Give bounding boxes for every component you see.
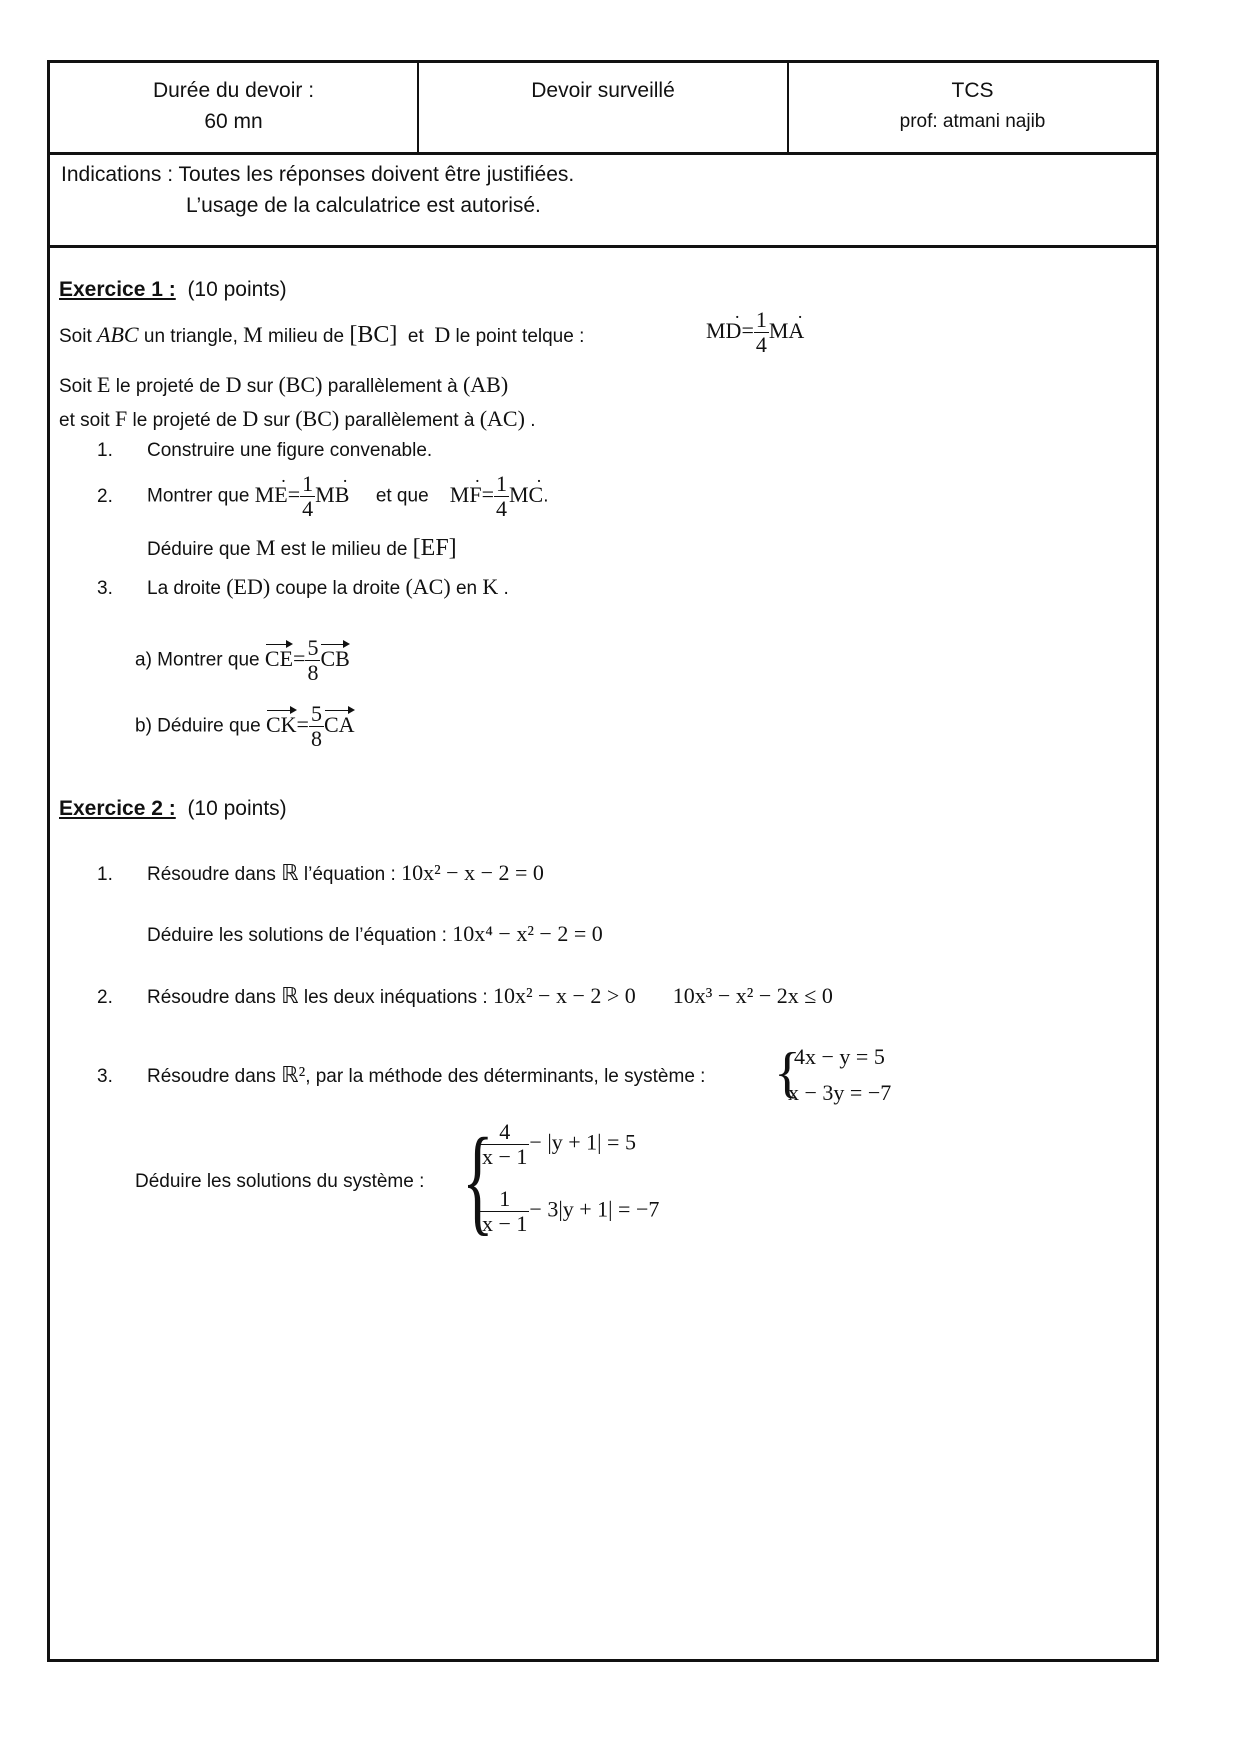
question-text: Résoudre dans [147,864,276,885]
text: Soit [59,326,92,347]
ex1-question-3b: b) Déduire que CK= $\frac{5}{8}$ CA [135,701,355,751]
exercise-1-points: (10 points) [187,278,287,301]
duration-cell [50,63,419,152]
set-r2: ℝ² [281,1062,306,1087]
vec-mf: MF . [450,482,482,508]
fraction [480,1187,529,1236]
teacher-name: prof: atmani najib [899,111,1046,132]
frac-den: x − 1 [482,1211,528,1236]
class-name: TCS [951,79,994,102]
ex2-question-3-deduce [135,1171,424,1193]
system2-eq-1 [480,1120,636,1169]
text: parallèlement à [327,376,458,397]
indications-line-2: L’usage de la calculatrice est autorisé. [186,194,541,217]
duration-label: Durée du devoir : [152,79,315,102]
exercise-1-heading [59,278,287,302]
system2-eq-2 [480,1187,659,1236]
text: . [503,578,509,599]
text: Déduire les solutions du système : [135,1171,425,1192]
set-r: ℝ [281,983,299,1008]
question-number: 2. [97,485,113,507]
question-number: 1. [97,864,113,885]
vec-mc: MC . [509,482,543,508]
text: le point telque : [455,326,585,347]
text: parallèlement à [344,410,475,431]
eq-rest: − 3|y + 1| = −7 [529,1196,660,1222]
equation: 10x² − x − 2 = 0 [401,860,544,885]
fraction [305,636,320,685]
ex2-question-1 [97,860,544,886]
frac-num: 5 [310,701,322,726]
math-ac: (AC) [405,574,451,599]
text: et [407,326,424,347]
system-brace-2: { [462,1113,494,1246]
question-text: Résoudre dans [147,987,276,1008]
text: . [530,410,536,431]
math-d: D [242,406,259,431]
text: et que [375,485,429,507]
text: . [543,485,549,507]
question-number: 3. [97,578,113,599]
frac-den: 4 [302,496,314,521]
question-text: La droite [147,578,221,599]
text: Déduire les solutions de l’équation : [147,925,447,946]
title-cell [419,63,789,152]
ex2-question-2 [97,983,833,1009]
vec-ma: MA . [769,318,804,344]
math-bc: (BC) [295,406,340,431]
equation: 10x⁴ − x² − 2 = 0 [452,921,603,946]
math-f: F [114,406,128,431]
math-e: E [97,372,111,397]
vec-ck: CK [265,711,297,737]
frac-den: 8 [310,726,322,751]
math-m: M [255,535,276,560]
vec-cb: CB [320,645,350,671]
text: Déduire que [147,539,251,560]
fraction [494,472,509,521]
text: le projeté de [132,410,238,431]
frac-den: x − 1 [482,1144,528,1169]
vec-ca: CA [323,711,355,737]
text: un triangle, [143,326,238,347]
math-bc: [BC] [349,322,398,348]
text: est le milieu de [280,539,408,560]
frac-num: 1 [755,307,767,332]
frac-num: 1 [480,1187,529,1212]
fraction [480,1120,529,1169]
fraction [309,702,324,751]
system-brace: { [774,1042,801,1104]
question-text: Montrer que [147,485,250,507]
ex1-question-3a: a) Montrer que CE= $\frac{5}{8}$ CB [135,635,350,685]
header-row [50,63,1156,155]
system-eq-2: x − 3y = −7 [788,1080,892,1105]
text: l’équation : [303,864,396,885]
exercise-2-heading [59,797,287,821]
question-number: 3. [97,1066,113,1087]
ex1-intro-1 [59,322,584,349]
question-text: b) Déduire que [135,715,261,737]
ex1-question-1 [97,440,432,462]
question-text: a) Montrer que [135,649,260,671]
math-ef: [EF] [412,535,457,561]
question-text: Résoudre dans [147,1066,276,1087]
text: Soit [59,376,92,397]
set-r: ℝ [281,860,299,885]
frac-num: 5 [307,635,319,660]
text: sur [263,410,290,431]
exam-title: Devoir surveillé [531,79,675,102]
vec-ce: CE [264,645,294,671]
text: les deux inéquations : [303,987,488,1008]
ex1-question-2-deduce [147,535,457,562]
math-bc: (BC) [278,372,323,397]
frac-num: 4 [480,1120,529,1145]
ex1-formula-md: MD .= $\frac{1}{4}$ MA . [706,308,804,357]
math-abc: ABC [97,322,139,347]
ex1-question-2: 2. Montrer que ME .= $\frac{1}{4}$ MB . et que MF .= $\frac{1}{4}$ MC .. [97,472,549,521]
question-number: 2. [97,987,113,1008]
indications-row [50,155,1156,248]
text: , par la méthode des déterminants, le système : [305,1066,706,1087]
duration-value: 60 mn [204,110,263,133]
math-ed: (ED) [226,574,271,599]
text: milieu de [268,326,345,347]
frac-num: 1 [495,471,507,496]
frac-den: 4 [755,332,767,357]
ex1-question-3 [97,574,509,600]
frac-num: 1 [302,471,314,496]
inequation-2: 10x³ − x² − 2x ≤ 0 [672,983,833,1008]
indications-line-1: Indications : Toutes les réponses doivent être justifiées. [61,163,575,186]
question-text: Construire une figure convenable. [147,440,433,461]
ex2-question-1-deduce [147,921,603,947]
inequation-1: 10x² − x − 2 > 0 [492,983,636,1008]
text: et soit [59,410,110,431]
vec-me: ME . [255,482,288,508]
frac-den: 4 [495,496,507,521]
fraction [754,308,769,357]
math-k: K [482,574,499,599]
vec-mb: MB . [315,482,349,508]
math-ab: (AB) [462,372,509,397]
math-d: D [434,322,451,347]
system-eq-1: 4x − y = 5 [794,1044,885,1069]
math-ac: (AC) [479,406,525,431]
ex1-intro-2 [59,372,508,398]
eq-rest: − |y + 1| = 5 [529,1129,636,1155]
text: le projeté de [115,376,221,397]
math-d: D [225,372,242,397]
text: sur [246,376,274,397]
vec-md: MD . [706,318,741,344]
question-number: 1. [97,440,113,461]
text: en [455,578,478,599]
ex2-question-3 [97,1062,705,1088]
exercise-2-title: Exercice 2 : [59,797,176,820]
frac-den: 8 [307,660,319,685]
class-cell [789,63,1156,152]
exercise-1-title: Exercice 1 : [59,278,176,301]
fraction [300,472,315,521]
ex1-intro-3 [59,406,536,432]
text: coupe la droite [275,578,401,599]
math-m: M [243,322,263,347]
exercise-2-points: (10 points) [187,797,287,820]
